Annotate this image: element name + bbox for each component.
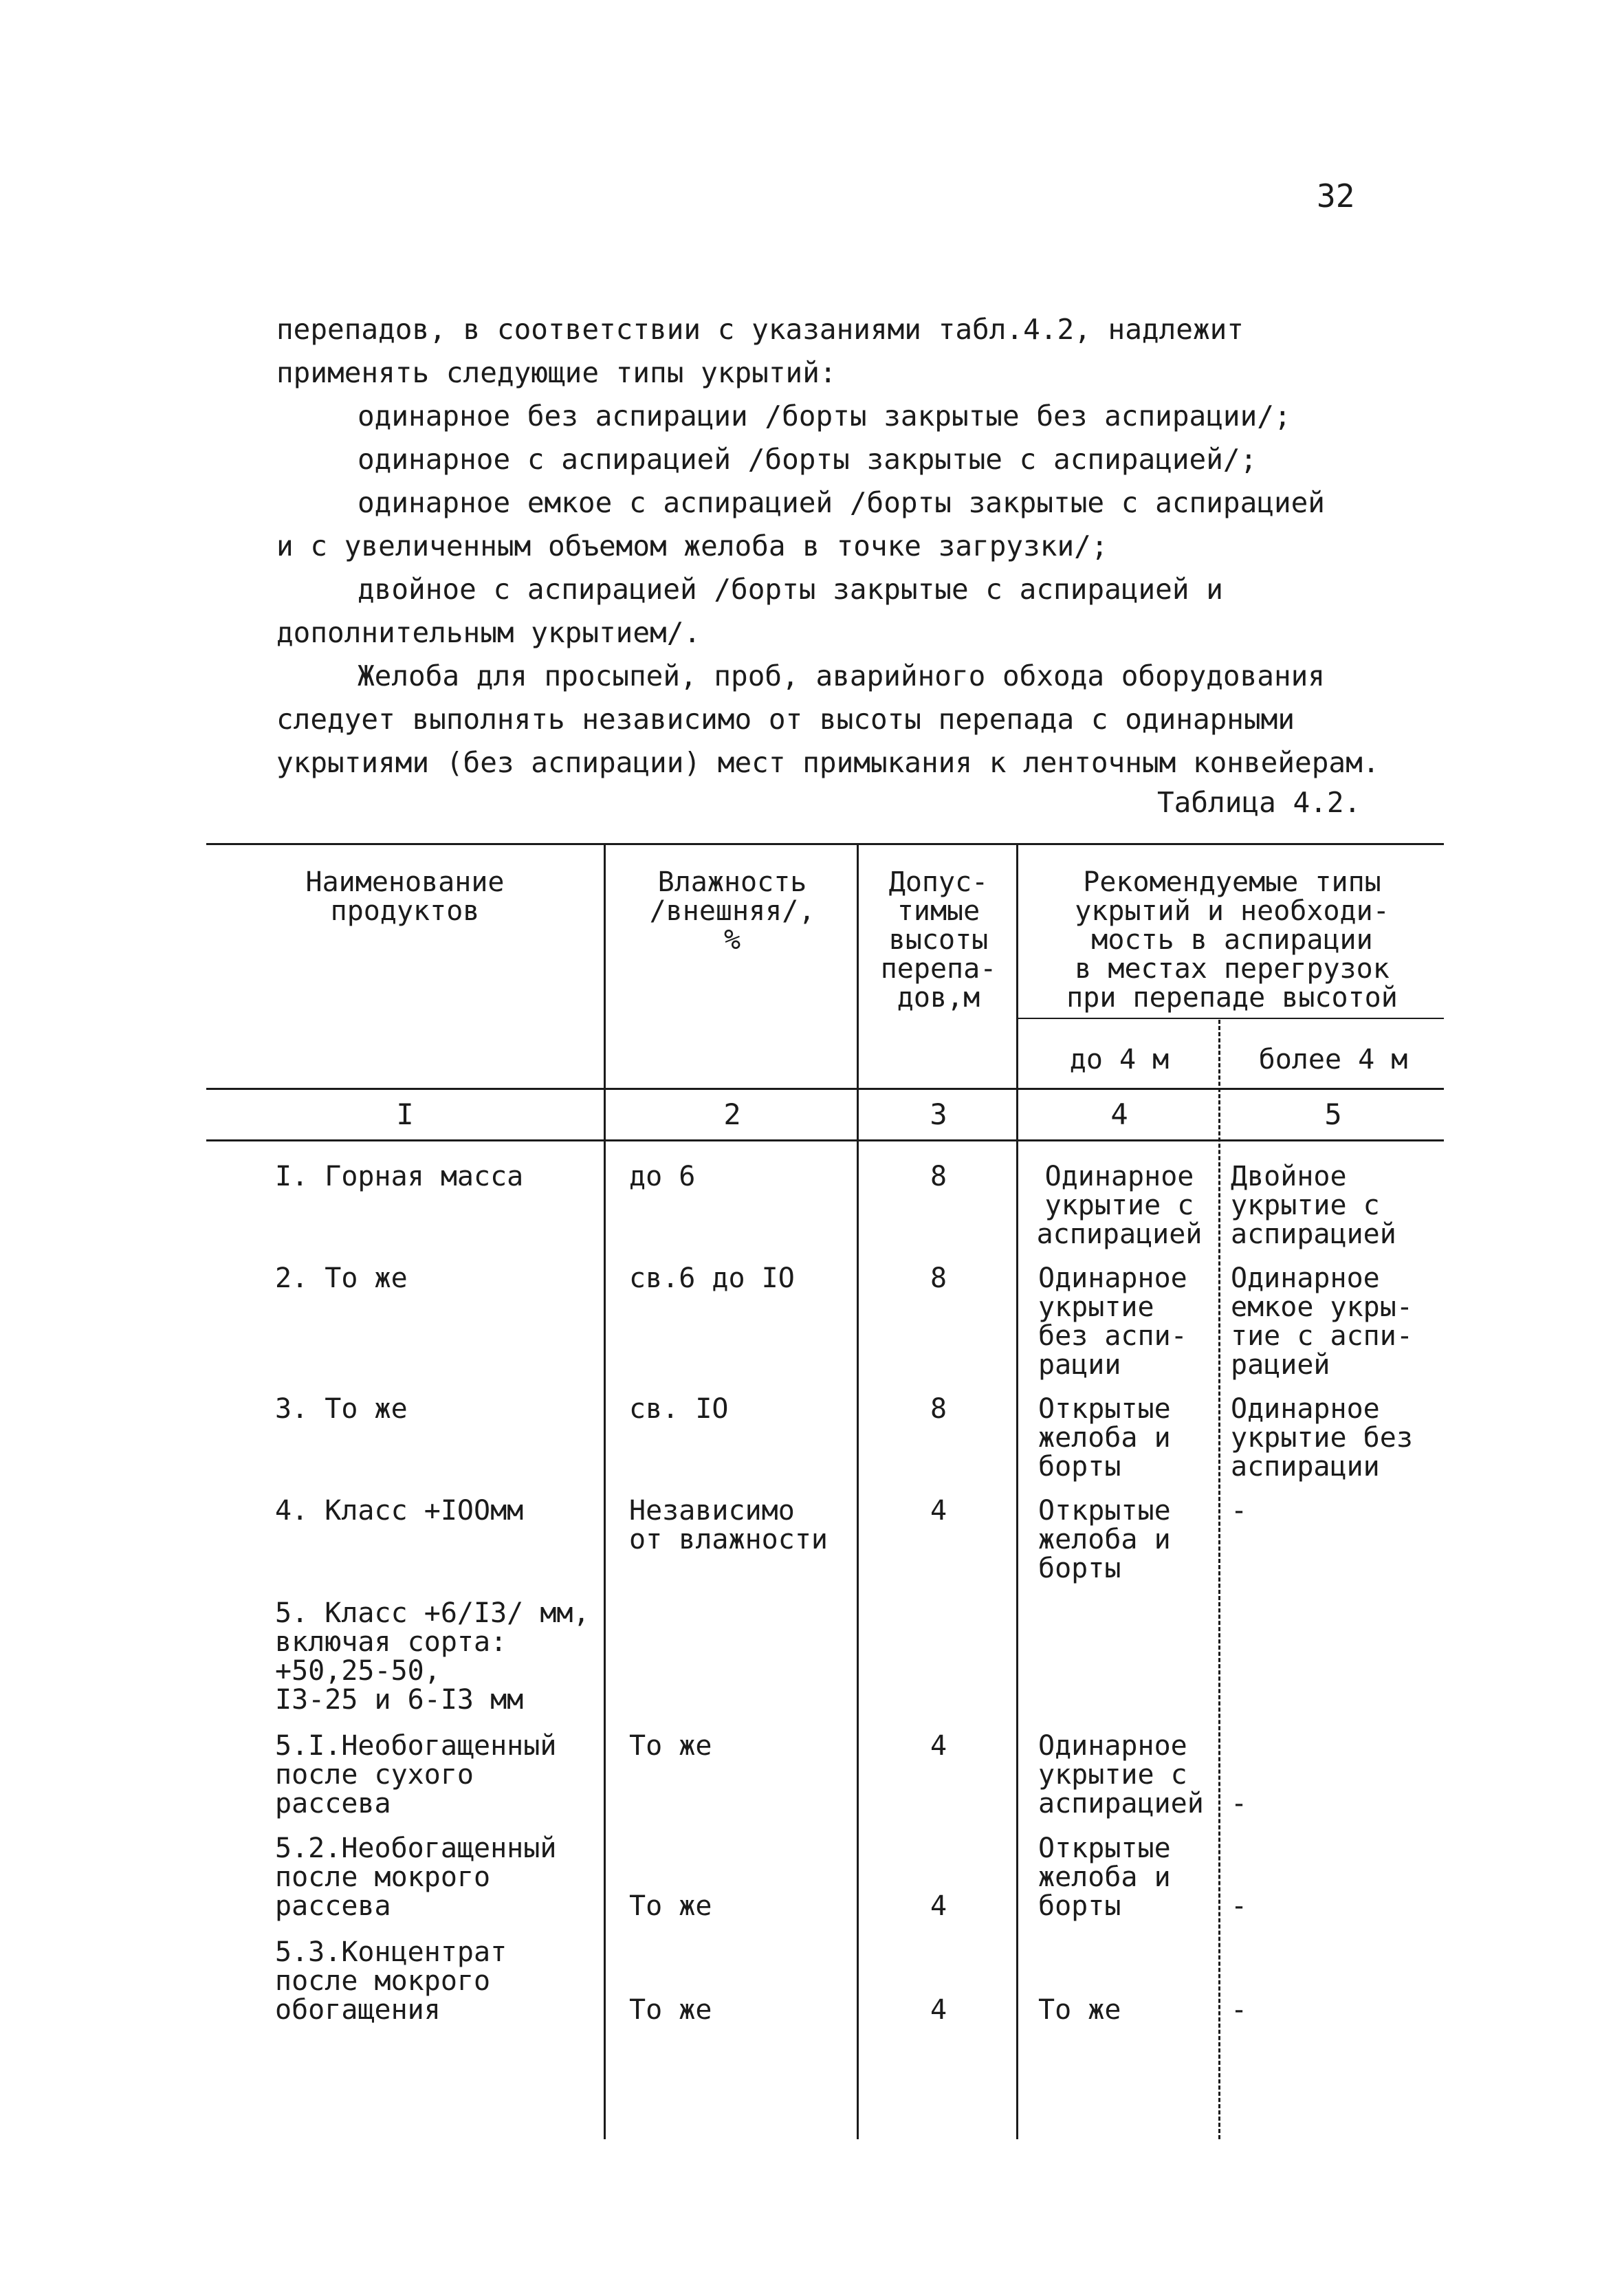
column-divider <box>857 843 859 2139</box>
table-cell-moisture: То же <box>629 1890 712 1922</box>
table-cell-over-4m: Двойное укрытие с аспирацией <box>1231 1161 1396 1250</box>
table-cell-height: 8 <box>930 1393 947 1425</box>
table-cell-product: 2. То же <box>275 1262 408 1294</box>
table-cell-up-to-4m: Открытые желоба и борты <box>1038 1393 1171 1483</box>
text-line: одинарное емкое с аспирацией /борты закрытые с аспирацией <box>358 486 1325 519</box>
table-cell-over-4m: - <box>1231 1994 1248 2026</box>
column-divider <box>1016 843 1018 2139</box>
column-number: 5 <box>1324 1097 1342 1131</box>
table-cell-moisture: св. IO <box>629 1393 729 1425</box>
table-cell-over-4m: Одинарное укрытие без аспирации <box>1231 1393 1413 1483</box>
text-line: применять следующие типы укрытий: <box>276 356 837 389</box>
header-moisture: Влажность /внешняя/, % <box>649 866 815 956</box>
column-divider-dashed <box>1218 1020 1220 2139</box>
table-cell-over-4m: - <box>1231 1495 1248 1527</box>
table-caption: Таблица 4.2. <box>1157 786 1361 819</box>
table-cell-moisture: То же <box>629 1994 712 2026</box>
column-number: 3 <box>930 1097 947 1131</box>
table-cell-height: 4 <box>930 1495 947 1527</box>
text-line: одинарное с аспирацией /борты закрытые с аспирацией/; <box>358 443 1258 476</box>
table-cell-over-4m: - <box>1231 1788 1248 1819</box>
table-top-rule <box>206 843 1444 845</box>
header-bottom-rule <box>206 1088 1444 1090</box>
table-cell-over-4m: - <box>1231 1890 1248 1922</box>
text-line: перепадов, в соответствии с указаниями табл.4.2, надлежит <box>276 313 1244 346</box>
table-cell-up-to-4m: Одинарное укрытие без аспи- рации <box>1038 1262 1187 1381</box>
column-divider <box>604 843 606 2139</box>
column-number: 4 <box>1110 1097 1128 1131</box>
column-number-rule <box>206 1139 1444 1141</box>
text-line: дополнительным укрытием/. <box>276 616 701 649</box>
subheader-rule <box>1016 1018 1444 1019</box>
table-cell-height: 4 <box>930 1994 947 2026</box>
table-cell-moisture: до 6 <box>629 1161 696 1192</box>
table-cell-up-to-4m: Одинарное укрытие с аспирацией <box>1036 1161 1203 1250</box>
text-line: укрытиями (без аспирации) мест примыкания к ленточным конвейерам. <box>276 746 1380 779</box>
table-cell-up-to-4m: То же <box>1038 1994 1121 2026</box>
text-line: и с увеличенным объемом желоба в точке загрузки/; <box>276 529 1108 562</box>
table-cell-product: 5.2.Необогащенный после мокрого рассева <box>275 1833 557 1922</box>
table-cell-up-to-4m: Одинарное укрытие с аспирацией <box>1038 1730 1204 1819</box>
table-cell-up-to-4m: Открытые желоба и борты <box>1038 1833 1171 1922</box>
table-cell-height: 4 <box>930 1730 947 1762</box>
table-cell-product: 5.I.Необогащенный после сухого рассева <box>275 1730 557 1819</box>
table-cell-moisture: То же <box>629 1730 712 1762</box>
table-cell-up-to-4m: Открытые желоба и борты <box>1038 1495 1171 1584</box>
body-text <box>276 308 1459 785</box>
text-line: одинарное без аспирации /борты закрытые без аспирации/; <box>358 400 1291 433</box>
table-cell-product: 5.3.Концентрат после мокрого обогащения <box>275 1936 507 2026</box>
table-cell-product: I. Горная масса <box>275 1161 524 1192</box>
header-product-name: Наименование продуктов <box>305 866 505 927</box>
table-cell-product: 3. То же <box>275 1393 408 1425</box>
table-cell-over-4m: Одинарное емкое укры- тие с аспи- рацией <box>1231 1262 1413 1381</box>
header-over-4m: более 4 м <box>1258 1044 1408 1075</box>
header-up-to-4m: до 4 м <box>1069 1044 1170 1075</box>
table-cell-height: 4 <box>930 1890 947 1922</box>
header-allowed-heights: Допус- тимые высоты перепа- дов,м <box>880 866 997 1014</box>
text-line: следует выполнять независимо от высоты перепада с одинарными <box>276 703 1295 736</box>
table-cell-product: 4. Класс +IOOмм <box>275 1495 524 1527</box>
table-cell-height: 8 <box>930 1262 947 1294</box>
table-cell-moisture: Независимо от влажности <box>629 1495 828 1555</box>
table-cell-moisture: св.6 до IO <box>629 1262 795 1294</box>
page-number: 32 <box>1317 177 1355 215</box>
column-number: I <box>396 1097 414 1131</box>
table-cell-product: 5. Класс +6/I3/ мм, включая сорта: +50,25-50, I3-25 и 6-I3 мм <box>275 1597 590 1716</box>
text-line: Желоба для просыпей, проб, аварийного обхода оборудования <box>358 659 1325 692</box>
text-line: двойное с аспирацией /борты закрытые с аспирацией и <box>358 573 1223 606</box>
table-cell-height: 8 <box>930 1161 947 1192</box>
column-number: 2 <box>723 1097 741 1131</box>
header-recommended-types: Рекомендуемые типы укрытий и необходи- мость в аспирации в местах перегрузок при перепаде высотой <box>1066 866 1398 1014</box>
